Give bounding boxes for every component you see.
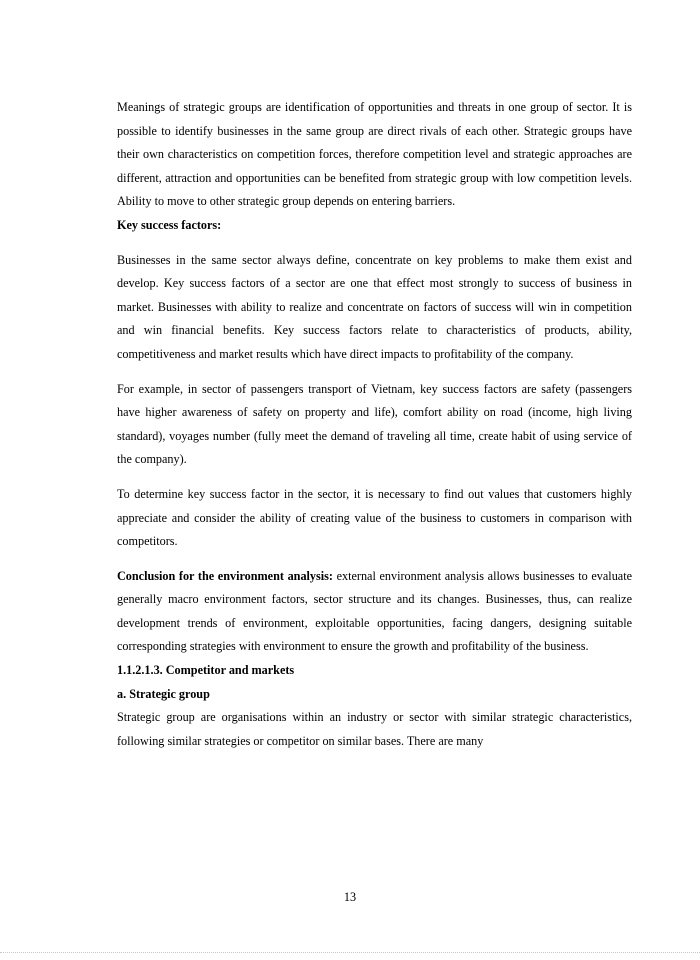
page-body bbox=[117, 96, 632, 753]
page-bottom-divider bbox=[0, 952, 700, 953]
conclusion-text: external environment analysis allows businesses to evaluate generally macro environment factors, sector structure and its changes. Businesses, thus, can realize development trends of environment, exploitable opportunities, facing dangers, designing suitable corresponding strategies with environment to ensure the growth and profitability of the business. bbox=[117, 568, 632, 654]
paragraph-example: For example, in sector of passengers transport of Vietnam, key success factors are safety (passengers have higher awareness of safety on property and life), comfort ability on road (income, high living standard), voyages number (fully meet the demand of traveling all time, create habit of using service of the company). bbox=[117, 381, 632, 467]
paragraph-determine: To determine key success factor in the sector, it is necessary to find out values that customers highly appreciate and consider the ability of creating value of the business to customers in comparison with competitors. bbox=[117, 486, 632, 549]
heading-strategic-group: a. Strategic group bbox=[117, 686, 210, 701]
heading-competitor-and-markets: 1.1.2.1.3. Competitor and markets bbox=[117, 663, 295, 678]
paragraph-conclusion bbox=[117, 565, 632, 659]
paragraph-strategic-groups-meaning: Meanings of strategic groups are identification of opportunities and threats in one group of sector. It is possible to identify businesses in the same group are direct rivals of each other. Strategic groups have their own characteristics on competition forces, therefore competition level and strategic approaches are different, attraction and opportunities can be benefited from strategic group with low competition levels. Ability to move to other strategic group depends on entering barriers. bbox=[117, 100, 632, 209]
paragraph-strategic-group-definition: Strategic group are organisations within an industry or sector with similar strategic characteristics, following similar strategies or competitor on similar bases. There are many bbox=[117, 710, 632, 748]
page-number: 13 bbox=[343, 890, 357, 904]
conclusion-lead: Conclusion for the environment analysis: bbox=[117, 568, 333, 583]
heading-key-success-factors: Key success factors: bbox=[117, 217, 222, 232]
paragraph-key-success-factors: Businesses in the same sector always define, concentrate on key problems to make them exist and develop. Key success factors of a sector are one that effect most strongly to success of business in market. Businesses with ability to realize and concentrate on factors of success will win in competition and win financial benefits. Key success factors relate to characteristics of products, ability, competitiveness and market results which have direct impacts to profitability of the company. bbox=[117, 252, 632, 361]
